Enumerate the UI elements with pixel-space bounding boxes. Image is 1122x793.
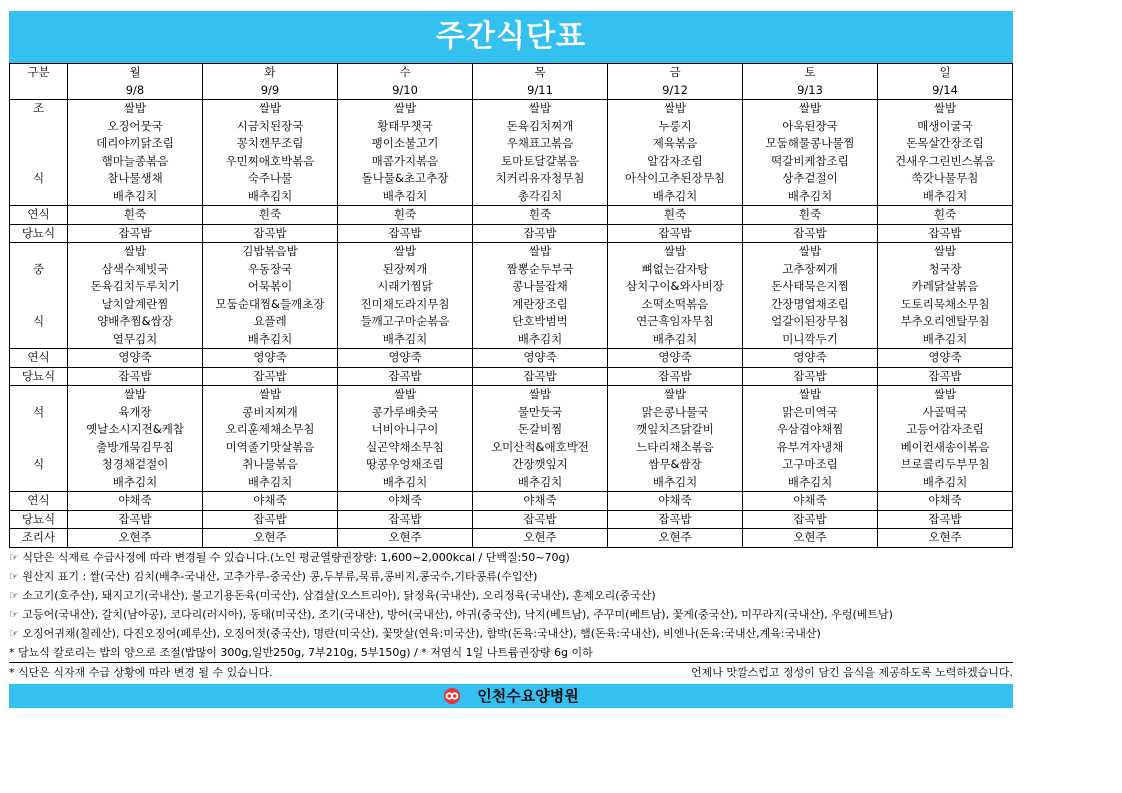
menu-cell: 오현주 xyxy=(338,529,473,548)
menu-cell: 브로콜리두부무침 xyxy=(878,456,1013,474)
menu-cell: 도토리묵채소무침 xyxy=(878,296,1013,314)
hospital-footer xyxy=(9,684,1013,708)
dinner-diabetic-label: 당뇨식 xyxy=(10,510,68,529)
menu-cell: 맑은콩나물국 xyxy=(608,404,743,422)
menu-cell: 잡곡밥 xyxy=(878,224,1013,243)
breakfast-item-5-row xyxy=(10,188,1013,206)
lunch-item-2-row xyxy=(10,278,1013,296)
menu-cell: 배추김치 xyxy=(473,474,608,492)
dinner-item-4-label: 식 xyxy=(10,456,68,474)
menu-cell: 쌀밥 xyxy=(338,100,473,118)
menu-cell: 데리야끼닭조림 xyxy=(68,135,203,153)
menu-cell: 토 xyxy=(743,64,878,82)
menu-cell: 간장깻잎지 xyxy=(473,456,608,474)
menu-cell: 쌀밥 xyxy=(878,100,1013,118)
menu-cell: 오징어뭇국 xyxy=(68,118,203,136)
menu-cell: 배추김치 xyxy=(338,188,473,206)
menu-cell: 우민찌애호박볶음 xyxy=(203,153,338,171)
menu-cell: 요플레 xyxy=(203,313,338,331)
breakfast-item-1-row xyxy=(10,118,1013,136)
dinner-item-1-label: 석 xyxy=(10,404,68,422)
menu-cell: 토마토달걀볶음 xyxy=(473,153,608,171)
menu-cell: 모둠순대찜&들깨초장 xyxy=(203,296,338,314)
lunch-soft-row xyxy=(10,349,1013,368)
menu-cell: 쌀밥 xyxy=(338,243,473,261)
menu-cell: 쌀밥 xyxy=(878,243,1013,261)
menu-cell: 잡곡밥 xyxy=(203,224,338,243)
menu-cell: 오현주 xyxy=(203,529,338,548)
menu-cell: 영양죽 xyxy=(338,349,473,368)
menu-cell: 야채죽 xyxy=(68,492,203,511)
dinner-item-0-label xyxy=(10,386,68,404)
menu-cell: 잡곡밥 xyxy=(68,367,203,386)
menu-cell: 흰죽 xyxy=(608,206,743,225)
menu-cell: 9/12 xyxy=(608,82,743,100)
menu-cell: 9/13 xyxy=(743,82,878,100)
menu-cell: 느타리채소볶음 xyxy=(608,439,743,457)
menu-cell: 잡곡밥 xyxy=(338,224,473,243)
menu-cell: 흰죽 xyxy=(878,206,1013,225)
menu-cell: 돈사태묵은지찜 xyxy=(743,278,878,296)
breakfast-item-4-label: 식 xyxy=(10,170,68,188)
menu-cell: 시금치된장국 xyxy=(203,118,338,136)
menu-cell: 배추김치 xyxy=(203,474,338,492)
breakfast-item-3-label xyxy=(10,153,68,171)
menu-cell: 쌀밥 xyxy=(743,243,878,261)
menu-cell: 부추오리엔탈무침 xyxy=(878,313,1013,331)
menu-cell: 배추김치 xyxy=(608,474,743,492)
menu-cell: 쌀밥 xyxy=(473,386,608,404)
menu-cell: 흰죽 xyxy=(743,206,878,225)
dinner-diabetic-row xyxy=(10,510,1013,529)
lunch-item-3-row xyxy=(10,296,1013,314)
menu-cell: 잡곡밥 xyxy=(608,510,743,529)
note-line: ☞ 소고기(호주산), 돼지고기(국내산), 불고기용돈육(미국산), 삼겹살(오스트리아), 닭정육(국내산), 오리정육(국내산), 훈제오리(중국산) xyxy=(9,588,656,602)
breakfast-item-1-label xyxy=(10,118,68,136)
menu-cell: 옛날소시지전&케찹 xyxy=(68,421,203,439)
menu-cell: 잡곡밥 xyxy=(473,510,608,529)
menu-cell: 잡곡밥 xyxy=(338,510,473,529)
menu-cell: 돈육김치두루치기 xyxy=(68,278,203,296)
menu-cell: 잡곡밥 xyxy=(608,367,743,386)
menu-cell: 잡곡밥 xyxy=(338,367,473,386)
lunch-item-2-label xyxy=(10,278,68,296)
menu-cell: 9/8 xyxy=(68,82,203,100)
menu-cell: 너비아니구이 xyxy=(338,421,473,439)
lunch-item-4-row xyxy=(10,313,1013,331)
menu-cell: 물만둣국 xyxy=(473,404,608,422)
menu-cell: 배추김치 xyxy=(473,331,608,349)
menu-cell: 양배추찜&쌈장 xyxy=(68,313,203,331)
menu-cell: 콩나물잡채 xyxy=(473,278,608,296)
menu-cell: 숙주나물 xyxy=(203,170,338,188)
menu-cell: 야채죽 xyxy=(743,492,878,511)
menu-cell: 쌀밥 xyxy=(203,386,338,404)
dinner-item-2-label xyxy=(10,421,68,439)
breakfast-item-4-row xyxy=(10,170,1013,188)
menu-cell: 쌀밥 xyxy=(68,243,203,261)
menu-cell: 수 xyxy=(338,64,473,82)
menu-cell: 오리훈제채소무침 xyxy=(203,421,338,439)
menu-cell: 오현주 xyxy=(743,529,878,548)
lunch-diabetic-row xyxy=(10,367,1013,386)
menu-cell: 계란장조림 xyxy=(473,296,608,314)
menu-cell: 영양죽 xyxy=(608,349,743,368)
menu-cell: 배추김치 xyxy=(338,331,473,349)
menu-cell: 잡곡밥 xyxy=(608,224,743,243)
menu-cell: 배추김치 xyxy=(608,188,743,206)
menu-cell: 쌀밥 xyxy=(743,386,878,404)
menu-cell: 모둠해물콩나물찜 xyxy=(743,135,878,153)
menu-cell: 아삭이고추된장무침 xyxy=(608,170,743,188)
breakfast-item-0-label: 조 xyxy=(10,100,68,118)
menu-cell: 9/14 xyxy=(878,82,1013,100)
menu-cell: 쌀밥 xyxy=(473,100,608,118)
menu-cell: 월 xyxy=(68,64,203,82)
menu-cell: 야채죽 xyxy=(203,492,338,511)
lunch-item-4-label: 식 xyxy=(10,313,68,331)
menu-cell: 잡곡밥 xyxy=(743,224,878,243)
menu-cell: 알감자조림 xyxy=(608,153,743,171)
note-line: ☞ 고등어(국내산), 갈치(남아공), 코다리(러시아), 동태(미국산), 조기(국내산), 방어(국내산), 아귀(중국산), 낙지(베트남), 주꾸미(베트남), 꽃게(중국산), 미꾸라지(국내산), 우렁(베트남) xyxy=(9,607,893,621)
menu-cell: 배추김치 xyxy=(203,188,338,206)
menu-cell: 오현주 xyxy=(608,529,743,548)
note-line: ☞ 원산지 표기 : 쌀(국산) 김치(배추-국내산, 고추가루-중국산) 콩,두부류,묵류,콩비지,콩국수,기타콩류(수입산) xyxy=(9,569,538,583)
dinner-item-0-row xyxy=(10,386,1013,404)
breakfast-diabetic-label: 당뇨식 xyxy=(10,224,68,243)
lunch-item-5-row xyxy=(10,331,1013,349)
note-line: * 당뇨식 칼로리는 밥의 양으로 조절(밥많이 300g,일반250g, 7부210g, 5부150g) / * 저염식 1일 나트륨권장량 6g 이하 xyxy=(9,645,593,659)
menu-cell: 잡곡밥 xyxy=(743,367,878,386)
menu-cell: 소떡소떡볶음 xyxy=(608,296,743,314)
menu-cell: 오현주 xyxy=(68,529,203,548)
change-notice: * 식단은 식자재 수급 상황에 따라 변경 될 수 있습니다. xyxy=(9,665,273,679)
date-header-label xyxy=(10,82,68,100)
breakfast-item-0-row xyxy=(10,100,1013,118)
dinner-item-2-row xyxy=(10,421,1013,439)
menu-cell: 연근흑임자무침 xyxy=(608,313,743,331)
menu-cell: 제육볶음 xyxy=(608,135,743,153)
lunch-item-1-row xyxy=(10,261,1013,279)
dinner-item-5-row xyxy=(10,474,1013,492)
menu-cell: 진미채도라지무침 xyxy=(338,296,473,314)
menu-cell: 청경채겉절이 xyxy=(68,456,203,474)
menu-cell: 우채표고볶음 xyxy=(473,135,608,153)
menu-cell: 햄마늘종볶음 xyxy=(68,153,203,171)
menu-cell: 아욱된장국 xyxy=(743,118,878,136)
menu-cell: 흰죽 xyxy=(473,206,608,225)
menu-cell: 금 xyxy=(608,64,743,82)
menu-cell: 야채죽 xyxy=(338,492,473,511)
menu-cell: 잡곡밥 xyxy=(203,367,338,386)
menu-cell: 배추김치 xyxy=(203,331,338,349)
menu-cell: 쌀밥 xyxy=(608,243,743,261)
menu-cell: 잡곡밥 xyxy=(878,367,1013,386)
menu-cell: 육개장 xyxy=(68,404,203,422)
cook-row xyxy=(10,529,1013,548)
menu-cell: 일 xyxy=(878,64,1013,82)
menu-cell: 우삼겹야채찜 xyxy=(743,421,878,439)
menu-cell: 야채죽 xyxy=(473,492,608,511)
menu-cell: 쌀밥 xyxy=(608,100,743,118)
menu-cell: 실곤약채소무침 xyxy=(338,439,473,457)
menu-cell: 치커리유자청무침 xyxy=(473,170,608,188)
menu-cell: 땅콩우엉채조림 xyxy=(338,456,473,474)
menu-cell: 뼈없는감자탕 xyxy=(608,261,743,279)
menu-cell: 9/11 xyxy=(473,82,608,100)
hospital-name: 인천수요양병원 xyxy=(477,687,579,705)
menu-cell: 잡곡밥 xyxy=(878,510,1013,529)
hospital-logo-icon xyxy=(443,687,461,705)
menu-cell: 쌈무&쌈장 xyxy=(608,456,743,474)
menu-cell: 배추김치 xyxy=(878,331,1013,349)
dinner-soft-label: 연식 xyxy=(10,492,68,511)
menu-cell: 잡곡밥 xyxy=(743,510,878,529)
menu-cell: 콩가루배춧국 xyxy=(338,404,473,422)
menu-cell: 참나물생채 xyxy=(68,170,203,188)
breakfast-item-2-row xyxy=(10,135,1013,153)
dinner-item-3-label xyxy=(10,439,68,457)
menu-cell: 흰죽 xyxy=(68,206,203,225)
menu-cell: 얼갈이된장무침 xyxy=(743,313,878,331)
menu-cell: 잡곡밥 xyxy=(68,510,203,529)
menu-cell: 삼치구이&와사비장 xyxy=(608,278,743,296)
menu-cell: 9/10 xyxy=(338,82,473,100)
dinner-item-4-row xyxy=(10,456,1013,474)
menu-cell: 배추김치 xyxy=(743,188,878,206)
menu-cell: 쌀밥 xyxy=(338,386,473,404)
note-line: ☞ 식단은 식재료 수급사정에 따라 변경될 수 있습니다.(노인 평균열량권장량: 1,600~2,000kcal / 단백질:50~70g) xyxy=(9,550,570,564)
menu-cell: 흰죽 xyxy=(203,206,338,225)
menu-cell: 깻잎치즈닭갈비 xyxy=(608,421,743,439)
menu-cell: 오현주 xyxy=(878,529,1013,548)
menu-cell: 어묵볶이 xyxy=(203,278,338,296)
menu-cell: 황태무챗국 xyxy=(338,118,473,136)
menu-cell: 돈육김치찌개 xyxy=(473,118,608,136)
menu-cell: 김밥볶음밥 xyxy=(203,243,338,261)
menu-cell: 누룽지 xyxy=(608,118,743,136)
menu-cell: 돈갈비찜 xyxy=(473,421,608,439)
menu-cell: 배추김치 xyxy=(878,474,1013,492)
breakfast-item-5-label xyxy=(10,188,68,206)
breakfast-diabetic-row xyxy=(10,224,1013,243)
menu-cell: 카레닭살볶음 xyxy=(878,278,1013,296)
menu-cell: 영양죽 xyxy=(878,349,1013,368)
menu-cell: 쌀밥 xyxy=(68,100,203,118)
menu-cell: 잡곡밥 xyxy=(473,224,608,243)
menu-cell: 취나물볶음 xyxy=(203,456,338,474)
menu-cell: 미역줄기맛살볶음 xyxy=(203,439,338,457)
breakfast-item-3-row xyxy=(10,153,1013,171)
menu-cell: 오미산적&애호박전 xyxy=(473,439,608,457)
day-header-row xyxy=(10,64,1013,82)
lunch-soft-label: 연식 xyxy=(10,349,68,368)
menu-cell: 매콤가지볶음 xyxy=(338,153,473,171)
day-header-label: 구분 xyxy=(10,64,68,82)
menu-cell: 단호박범벅 xyxy=(473,313,608,331)
menu-cell: 배추김치 xyxy=(743,474,878,492)
menu-cell: 쌀밥 xyxy=(608,386,743,404)
menu-cell: 목 xyxy=(473,64,608,82)
cook-label: 조리사 xyxy=(10,529,68,548)
note-line: ☞ 오징어귀채(칠레산), 다진오징어(페루산), 오징어젓(중국산), 명란(미국산), 꽃맛살(연육:미국산), 함박(돈육:국내산), 햄(돈육:국내산), 비엔나(돈육:국내산,계육:국내산) xyxy=(9,626,821,640)
menu-cell: 고추장찌개 xyxy=(743,261,878,279)
service-motto: 언제나 맛깔스럽고 정성이 담긴 음식을 제공하도록 노력하겠습니다. xyxy=(690,665,1013,679)
menu-cell: 야채죽 xyxy=(608,492,743,511)
menu-cell: 쌀밥 xyxy=(473,243,608,261)
menu-cell: 흰죽 xyxy=(338,206,473,225)
menu-cell: 건새우그린빈스볶음 xyxy=(878,153,1013,171)
menu-cell: 시래기찜닭 xyxy=(338,278,473,296)
menu-cell: 야채죽 xyxy=(878,492,1013,511)
weekly-menu-table xyxy=(9,63,1013,548)
menu-cell: 잡곡밥 xyxy=(203,510,338,529)
menu-cell: 상추겉절이 xyxy=(743,170,878,188)
page-title: 주간식단표 xyxy=(9,11,1013,63)
dinner-item-1-row xyxy=(10,404,1013,422)
menu-cell: 쌀밥 xyxy=(203,100,338,118)
menu-cell: 영양죽 xyxy=(68,349,203,368)
dinner-soft-row xyxy=(10,492,1013,511)
menu-cell: 꽁치캔무조림 xyxy=(203,135,338,153)
dinner-item-5-label xyxy=(10,474,68,492)
menu-cell: 맑은미역국 xyxy=(743,404,878,422)
menu-cell: 배추김치 xyxy=(338,474,473,492)
menu-cell: 영양죽 xyxy=(203,349,338,368)
menu-cell: 오현주 xyxy=(473,529,608,548)
menu-cell: 짬뽕순두부국 xyxy=(473,261,608,279)
menu-cell: 된장찌개 xyxy=(338,261,473,279)
menu-cell: 쌀밥 xyxy=(68,386,203,404)
breakfast-item-2-label xyxy=(10,135,68,153)
menu-cell: 삼색수제빗국 xyxy=(68,261,203,279)
date-header-row xyxy=(10,82,1013,100)
dinner-item-3-row xyxy=(10,439,1013,457)
menu-cell: 베이컨새송이볶음 xyxy=(878,439,1013,457)
menu-cell: 미니깍두기 xyxy=(743,331,878,349)
menu-cell: 유부겨자냉채 xyxy=(743,439,878,457)
menu-cell: 돈목살간장조림 xyxy=(878,135,1013,153)
menu-cell: 간장명엽채조림 xyxy=(743,296,878,314)
menu-cell: 떡갈비케찹조림 xyxy=(743,153,878,171)
menu-cell: 잡곡밥 xyxy=(473,367,608,386)
notes-section xyxy=(9,548,1013,662)
menu-cell: 열무김치 xyxy=(68,331,203,349)
menu-cell: 쌀밥 xyxy=(878,386,1013,404)
menu-cell: 총각김치 xyxy=(473,188,608,206)
menu-cell: 고등어감자조림 xyxy=(878,421,1013,439)
lunch-item-3-label xyxy=(10,296,68,314)
menu-cell: 청국장 xyxy=(878,261,1013,279)
menu-cell: 화 xyxy=(203,64,338,82)
breakfast-soft-label: 연식 xyxy=(10,206,68,225)
lunch-item-5-label xyxy=(10,331,68,349)
menu-cell: 배추김치 xyxy=(68,188,203,206)
menu-cell: 우동장국 xyxy=(203,261,338,279)
lunch-item-0-row xyxy=(10,243,1013,261)
menu-cell: 고구마조림 xyxy=(743,456,878,474)
menu-cell: 배추김치 xyxy=(608,331,743,349)
menu-cell: 쌀밥 xyxy=(743,100,878,118)
menu-cell: 돌나물&초고추장 xyxy=(338,170,473,188)
menu-cell: 잡곡밥 xyxy=(68,224,203,243)
menu-cell: 영양죽 xyxy=(743,349,878,368)
menu-cell: 매생이굴국 xyxy=(878,118,1013,136)
menu-sheet xyxy=(9,11,1013,708)
menu-cell: 쑥갓나물무침 xyxy=(878,170,1013,188)
menu-cell: 팽이소불고기 xyxy=(338,135,473,153)
menu-cell: 배추김치 xyxy=(68,474,203,492)
breakfast-soft-row xyxy=(10,206,1013,225)
menu-cell: 출방개묵김무침 xyxy=(68,439,203,457)
menu-cell: 사골떡국 xyxy=(878,404,1013,422)
menu-cell: 날치알계란찜 xyxy=(68,296,203,314)
menu-cell: 영양죽 xyxy=(473,349,608,368)
menu-cell: 배추김치 xyxy=(878,188,1013,206)
lunch-item-1-label: 중 xyxy=(10,261,68,279)
bottom-notice-row xyxy=(9,662,1013,682)
menu-cell: 들깨고구마순볶음 xyxy=(338,313,473,331)
lunch-diabetic-label: 당뇨식 xyxy=(10,367,68,386)
menu-cell: 콩비지찌개 xyxy=(203,404,338,422)
lunch-item-0-label xyxy=(10,243,68,261)
menu-cell: 9/9 xyxy=(203,82,338,100)
